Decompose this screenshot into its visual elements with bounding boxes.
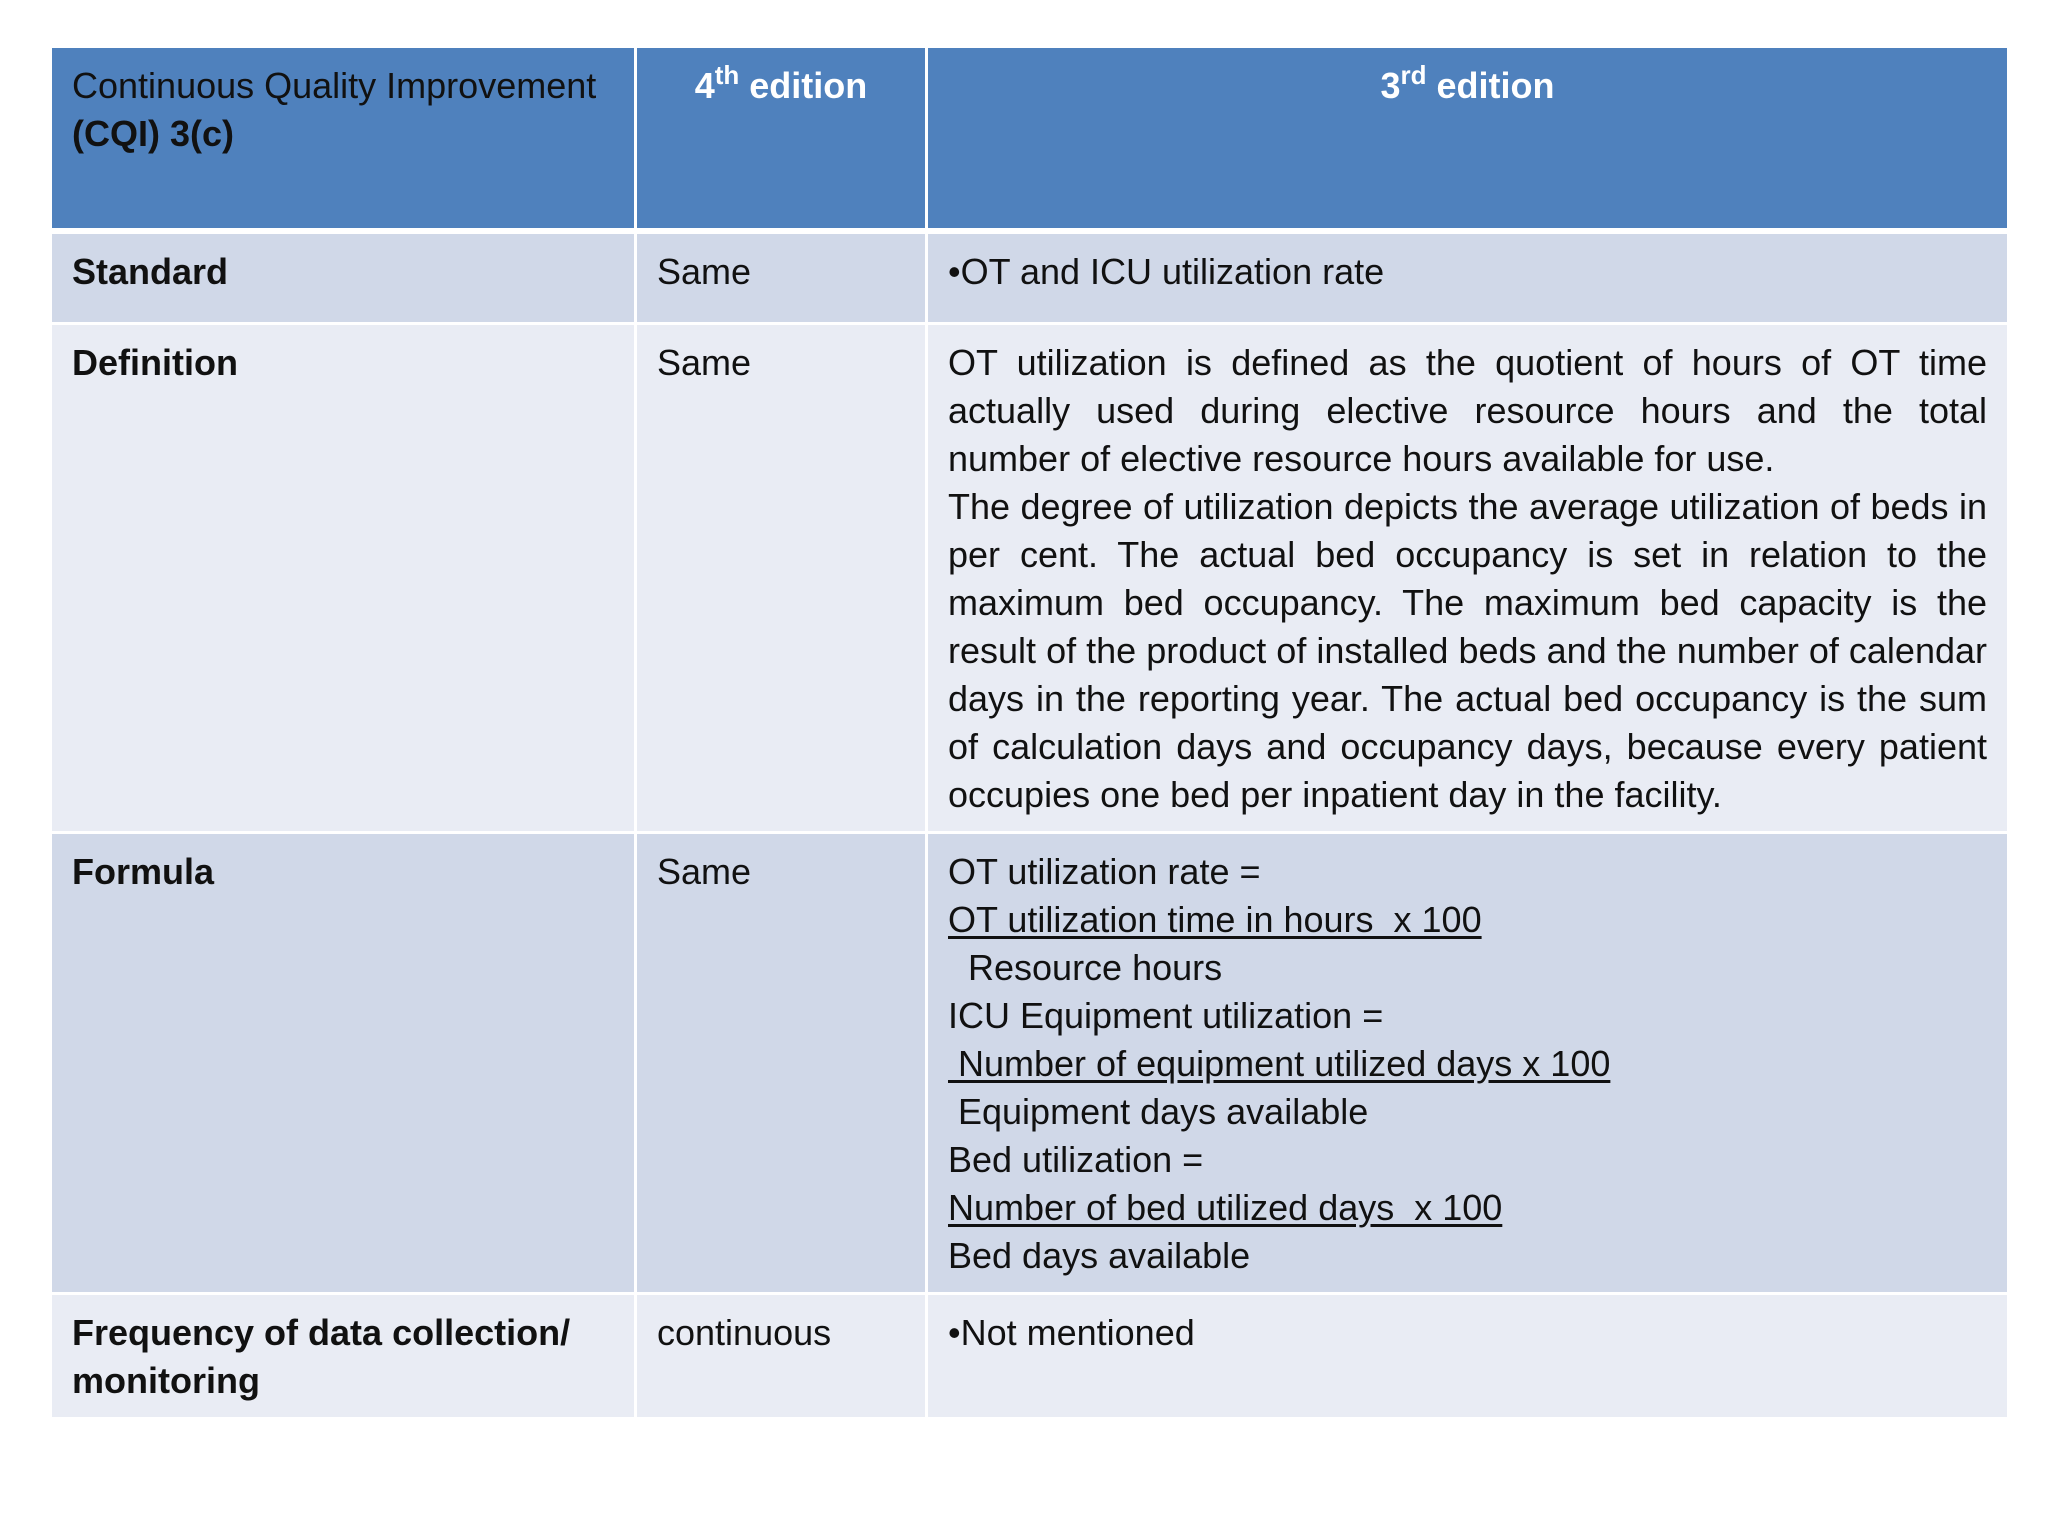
table-row-definition: [52, 325, 2007, 834]
row-label-formula: Formula: [52, 834, 637, 1295]
formula-numerator: Number of equipment utilized days x 100: [948, 1043, 1611, 1084]
definition-ot-paragraph: OT utilization is defined as the quotient of hours of OT time actually used during elective resource hours and the total number of elective resource hours available for use.: [948, 342, 1987, 479]
definition-4th-value: Same: [637, 325, 928, 834]
definition-bed-paragraph: The degree of utilization depicts the average utilization of beds in per cent. The actual bed occupancy is set in relation to the maximum bed occupancy. The maximum bed capacity is the result of the product of installed beds and the number of calendar days in the reporting year. The actual bed occupancy is the sum of calculation days and occupancy days, because every patient occupies one bed per inpatient day in the facility.: [948, 486, 1987, 815]
header-title: [72, 62, 614, 158]
formula-denominator: Equipment days available: [948, 1091, 1369, 1132]
header-3rd-edition: 3rd edition: [928, 48, 2007, 234]
table-row-formula: [52, 834, 2007, 1295]
formula-denominator: Bed days available: [948, 1235, 1251, 1276]
definition-3rd-value: [928, 325, 2007, 834]
standard-4th-value: Same: [637, 234, 928, 325]
frequency-4th-value: continuous: [637, 1295, 928, 1420]
comparison-table: [52, 48, 2007, 1420]
row-label-frequency: Frequency of data collection/ monitoring: [52, 1295, 637, 1420]
table-header-row: [52, 48, 2007, 234]
formula-line: Bed utilization =: [948, 1139, 1204, 1180]
header-4th-edition: 4th edition: [637, 48, 928, 234]
header-title-line1: Continuous Quality Improvement: [72, 65, 597, 106]
formula-line: OT utilization rate =: [948, 851, 1261, 892]
header-title-cell: [52, 48, 637, 234]
table-row-standard: [52, 234, 2007, 325]
header-title-line2: (CQI) 3(c): [72, 113, 234, 154]
formula-numerator: OT utilization time in hours x 100: [948, 899, 1482, 940]
formula-denominator: Resource hours: [948, 947, 1223, 988]
row-label-definition: Definition: [52, 325, 637, 834]
formula-3rd-value: [928, 834, 2007, 1295]
frequency-3rd-value: •Not mentioned: [928, 1295, 2007, 1420]
standard-3rd-value: •OT and ICU utilization rate: [928, 234, 2007, 325]
table-row-frequency: [52, 1295, 2007, 1420]
formula-line: ICU Equipment utilization =: [948, 995, 1384, 1036]
formula-4th-value: Same: [637, 834, 928, 1295]
formula-numerator: Number of bed utilized days x 100: [948, 1187, 1503, 1228]
row-label-standard: Standard: [52, 234, 637, 325]
